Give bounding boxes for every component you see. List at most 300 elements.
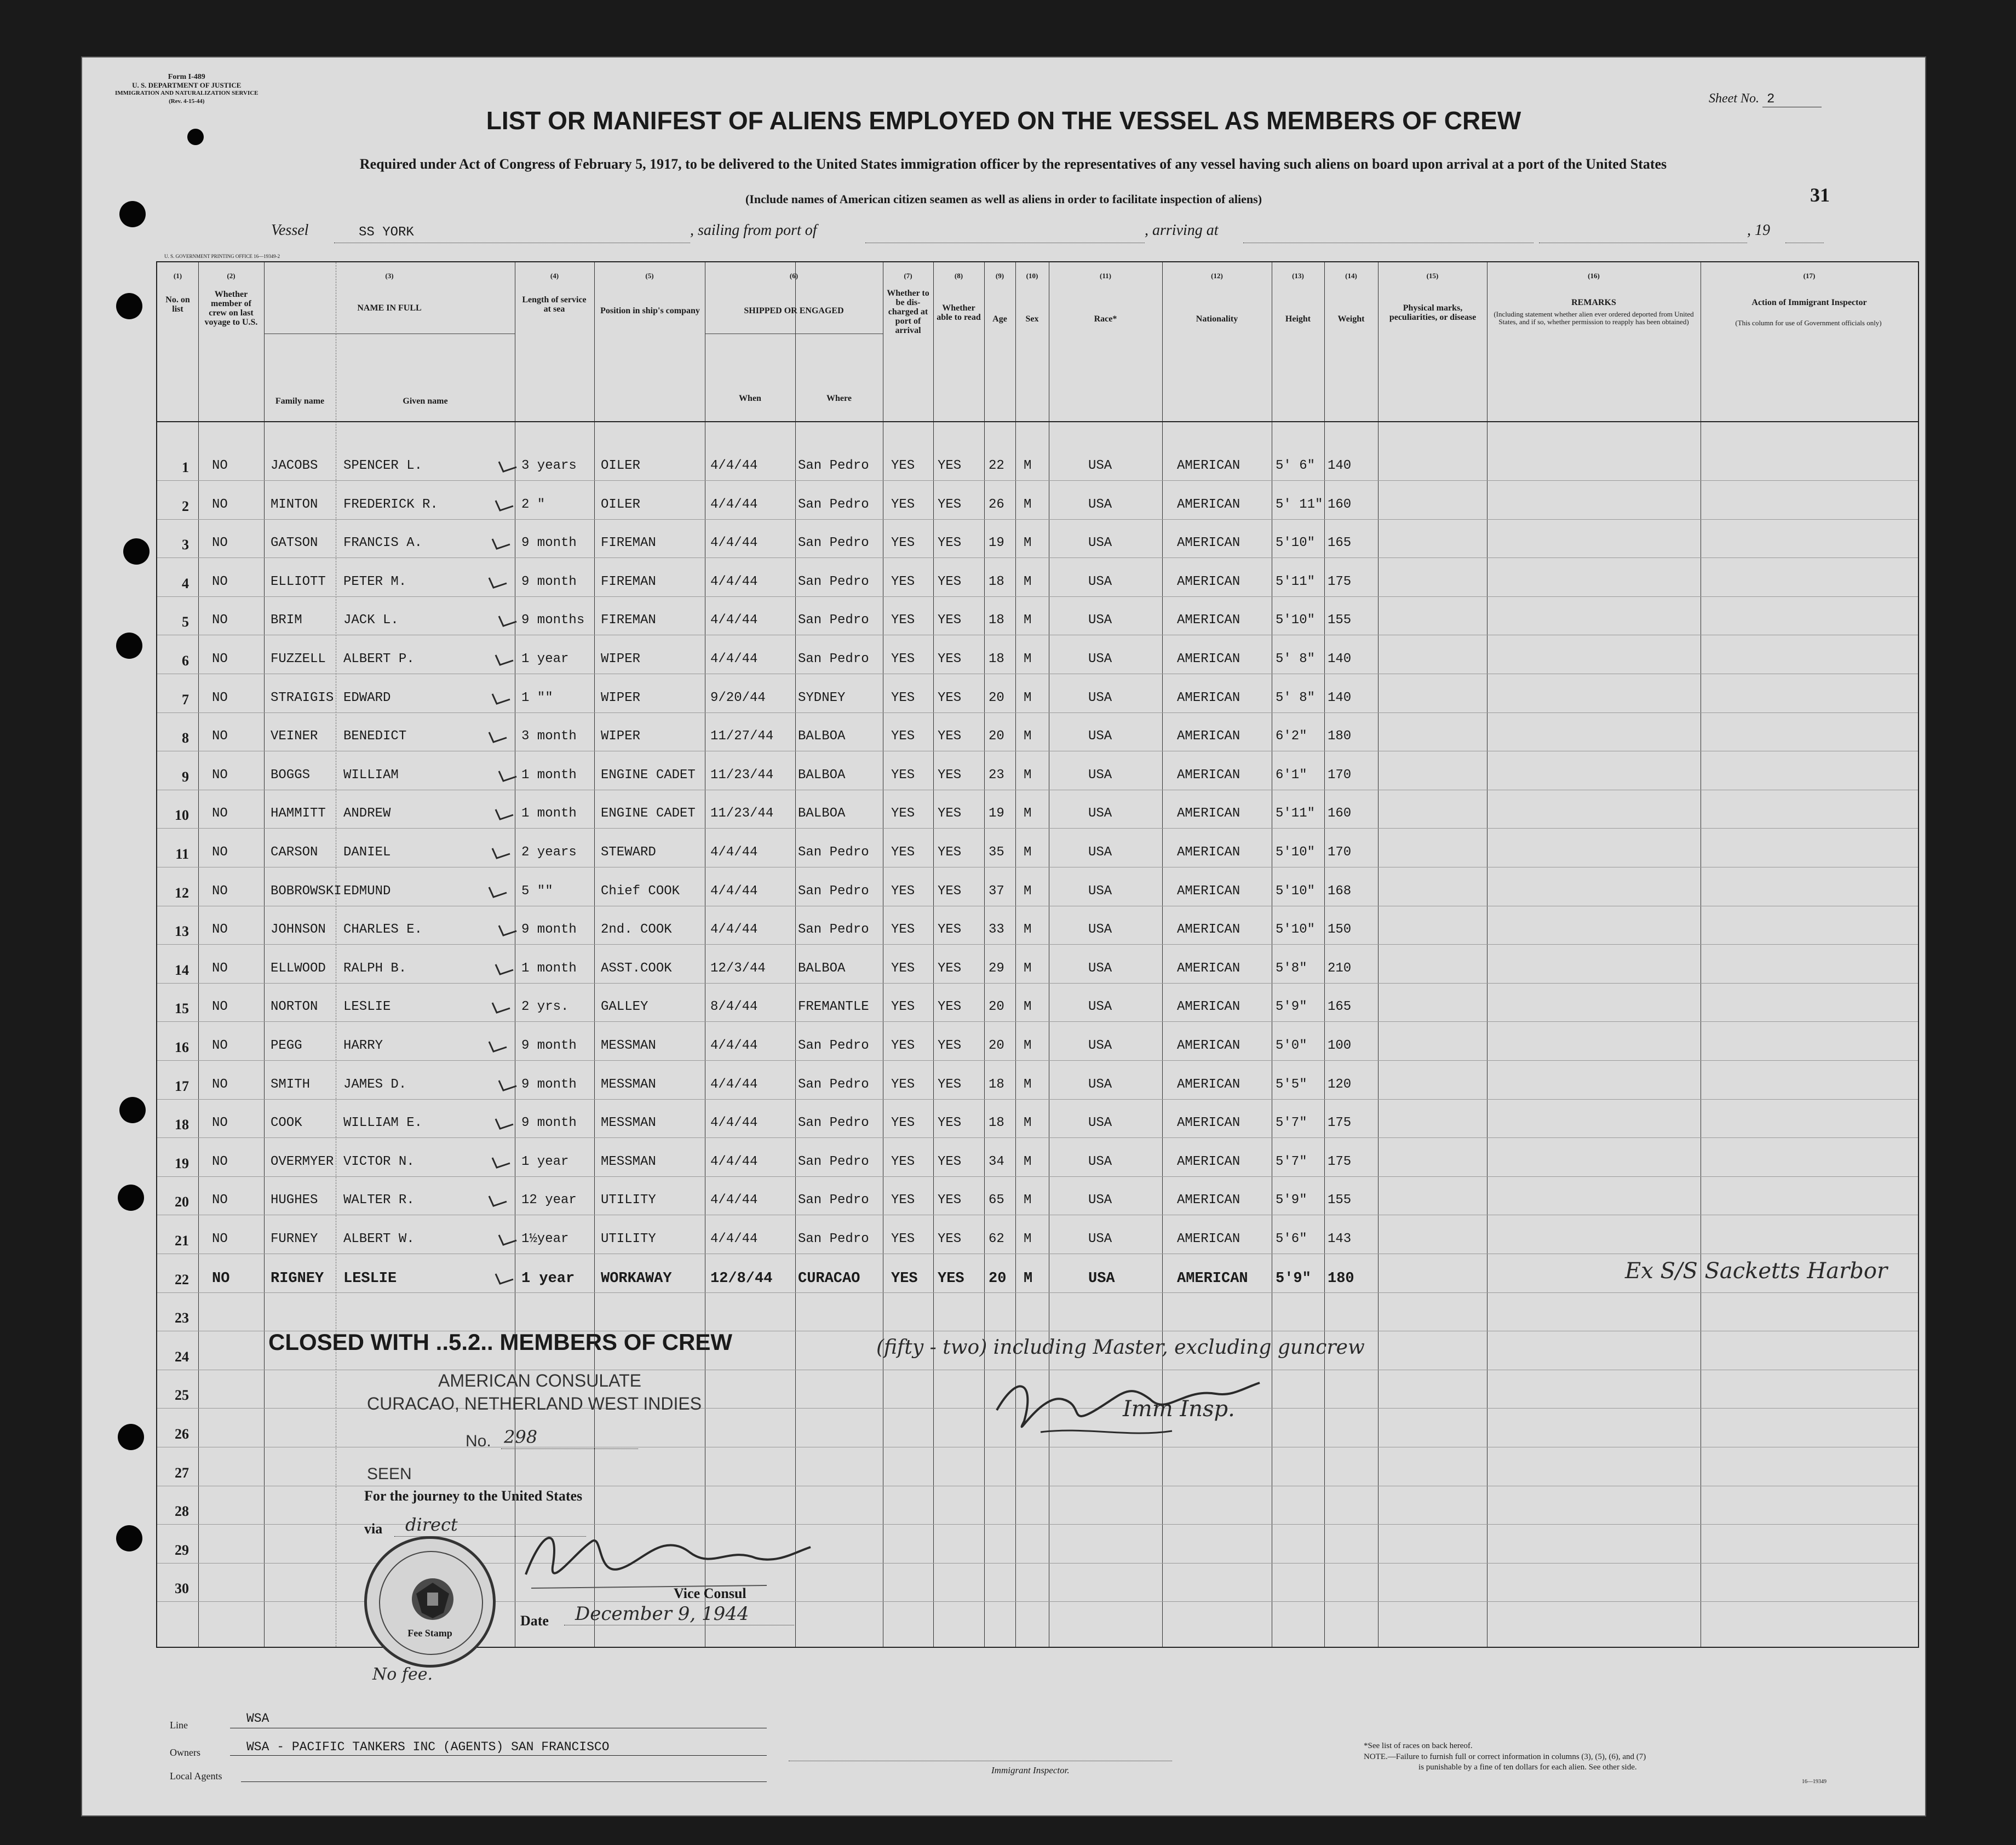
col-header-height: Height [1285, 314, 1311, 324]
fee-stamp-label: Fee Stamp [407, 1628, 452, 1639]
age-cell: 23 [989, 767, 1004, 783]
height-cell: 5' 11" [1276, 497, 1323, 512]
col-header-shipped: SHIPPED OR ENGAGED [744, 306, 844, 315]
nationality-cell: AMERICAN [1177, 729, 1240, 744]
race-cell: USA [1088, 1116, 1112, 1131]
checkmark-icon [493, 494, 515, 513]
shipped-where-cell: BALBOA [798, 767, 846, 783]
position-cell: MESSMAN [601, 1116, 656, 1131]
closed-stamp: CLOSED WITH ..5.2.. MEMBERS OF CREW [268, 1329, 733, 1355]
row-rule [157, 1137, 1918, 1138]
length-of-service-cell: 9 month [521, 1077, 577, 1092]
nationality-cell: AMERICAN [1177, 922, 1240, 938]
sex-cell: M [1024, 690, 1032, 705]
age-cell: 65 [989, 1193, 1004, 1208]
row-number: 23 [175, 1310, 189, 1326]
row-rule [157, 1021, 1918, 1022]
row-number: 27 [175, 1464, 189, 1481]
col-num: (1) [173, 272, 182, 280]
row-rule [157, 1292, 1918, 1293]
given-name-cell: ALBERT W. [343, 1232, 415, 1246]
sex-cell: M [1024, 574, 1032, 589]
row-number: 5 [182, 614, 189, 630]
discharged-cell: YES [891, 1193, 915, 1208]
age-cell: 22 [989, 458, 1004, 473]
no-fee-note: No fee. [372, 1665, 433, 1684]
able-to-read-cell: YES [938, 1154, 962, 1169]
col-num: (17) [1803, 272, 1816, 280]
col-num: (9) [995, 272, 1004, 280]
row-number: 20 [175, 1194, 189, 1210]
footer-code: 16—19349 [1802, 1779, 1827, 1785]
col-num: (12) [1211, 272, 1223, 280]
shipped-when-cell: 9/20/44 [710, 690, 766, 705]
punch-hole [118, 1424, 144, 1450]
length-of-service-cell: 1 month [521, 806, 577, 821]
nationality-cell: AMERICAN [1177, 1193, 1240, 1208]
col-header-action-note: (This column for use of Government officials only) [1735, 319, 1882, 327]
prev-voyage-cell: NO [212, 1232, 228, 1246]
sex-cell: M [1024, 1116, 1032, 1131]
able-to-read-cell: YES [938, 1116, 962, 1131]
punch-hole [116, 633, 142, 659]
weight-cell: 180 [1328, 729, 1352, 744]
document-title: LIST OR MANIFEST OF ALIENS EMPLOYED ON THE VESSEL AS MEMBERS OF CREW [486, 106, 1521, 135]
age-cell: 19 [989, 806, 1004, 821]
length-of-service-cell: 2 years [521, 845, 577, 860]
sheet-label: Sheet No. [1709, 91, 1759, 106]
shipped-where-cell: San Pedro [798, 613, 869, 628]
height-cell: 5'10" [1276, 883, 1316, 899]
vessel-value: SS YORK [359, 225, 414, 240]
vessel-label: Vessel [271, 222, 309, 239]
family-name-cell: GATSON [271, 536, 318, 551]
discharged-cell: YES [891, 767, 915, 783]
shipped-when-cell: 11/23/44 [710, 767, 774, 783]
able-to-read-cell: YES [938, 497, 962, 512]
col-num: (4) [550, 272, 559, 280]
prev-voyage-cell: NO [212, 1193, 228, 1208]
length-of-service-cell: 1½year [521, 1232, 569, 1246]
able-to-read-cell: YES [938, 1038, 962, 1053]
position-cell: WIPER [601, 690, 641, 705]
family-name-cell: SMITH [271, 1077, 311, 1092]
row-rule [157, 519, 1918, 520]
prev-voyage-cell: NO [212, 1038, 228, 1053]
race-cell: USA [1088, 458, 1112, 473]
given-name-cell: FRANCIS A. [343, 536, 423, 551]
able-to-read-cell: YES [938, 883, 962, 899]
prev-voyage-cell: NO [212, 845, 228, 860]
age-cell: 18 [989, 613, 1004, 628]
col-num: (2) [227, 272, 236, 280]
row-number: 1 [182, 459, 189, 475]
sheet-number [1709, 91, 1822, 107]
col-num: (14) [1345, 272, 1357, 280]
document-subtitle-note: (Include names of American citizen seamen as well as aliens in order to facilitate inspection of aliens) [745, 192, 1262, 206]
age-cell: 20 [989, 729, 1004, 744]
shipped-where-cell: San Pedro [798, 1154, 869, 1169]
position-cell: ENGINE CADET [601, 767, 696, 783]
checkmark-icon [490, 532, 512, 551]
family-name-cell: ELLIOTT [271, 574, 326, 589]
age-cell: 37 [989, 883, 1004, 899]
checkmark-icon [493, 1112, 515, 1131]
row-number: 25 [175, 1387, 189, 1404]
length-of-service-cell: 5 "" [521, 883, 553, 899]
weight-cell: 175 [1328, 574, 1352, 589]
shipped-when-cell: 4/4/44 [710, 574, 758, 589]
able-to-read-cell: YES [938, 729, 962, 744]
row-number: 30 [175, 1580, 189, 1597]
page-number: 31 [1810, 184, 1830, 206]
height-cell: 5'10" [1276, 922, 1316, 938]
year-label: , 19 [1747, 222, 1770, 239]
prev-voyage-cell: NO [212, 497, 228, 512]
length-of-service-cell: 1 year [521, 652, 569, 666]
length-of-service-cell: 9 months [521, 613, 585, 628]
given-name-cell: DANIEL [343, 845, 391, 860]
consulate-line1: AMERICAN CONSULATE [438, 1371, 642, 1390]
footer-note-races: *See list of races on back hereof. [1364, 1741, 1473, 1750]
row-number: 7 [182, 691, 189, 708]
position-cell: 2nd. COOK [601, 922, 672, 938]
race-cell: USA [1088, 1077, 1112, 1092]
height-cell: 5'7" [1276, 1154, 1307, 1169]
sex-cell: M [1024, 999, 1032, 1015]
family-name-cell: FUZZELL [271, 652, 326, 666]
checkmark-icon [487, 571, 509, 590]
nationality-cell: AMERICAN [1177, 999, 1240, 1015]
col-header-position: Position in ship's company [600, 306, 700, 315]
consulate-seal [364, 1536, 496, 1668]
shipped-where-cell: San Pedro [798, 652, 869, 666]
age-cell: 20 [989, 1038, 1004, 1053]
given-name-cell: HARRY [343, 1038, 383, 1053]
prev-voyage-cell: NO [212, 574, 228, 589]
height-cell: 5'8" [1276, 961, 1307, 976]
shipped-where-cell: San Pedro [798, 845, 869, 860]
shipped-when-cell: 4/4/44 [710, 922, 758, 938]
height-cell: 5'0" [1276, 1038, 1307, 1053]
date-label: Date [520, 1613, 549, 1629]
shipped-when-cell: 4/4/44 [710, 1077, 758, 1092]
col-header-length: Length of service at sea [522, 295, 587, 314]
row-rule [157, 1176, 1918, 1177]
race-cell: USA [1088, 883, 1112, 899]
checkmark-icon [490, 842, 512, 860]
signature-title: Imm Insp. [1123, 1396, 1235, 1422]
checkmark-icon [490, 687, 512, 706]
row-rule [157, 557, 1918, 558]
sex-cell: M [1024, 961, 1032, 976]
given-name-cell: LESLIE [343, 1270, 397, 1287]
given-name-cell: JAMES D. [343, 1077, 407, 1092]
col-header-action: Action of Immigrant Inspector [1751, 298, 1867, 307]
shipped-where-cell: San Pedro [798, 1038, 869, 1053]
discharged-cell: YES [891, 883, 915, 899]
prev-voyage-cell: NO [212, 999, 228, 1015]
via-value: direct [405, 1514, 458, 1535]
weight-cell: 140 [1328, 690, 1352, 705]
sex-cell: M [1024, 1077, 1032, 1092]
length-of-service-cell: 1 month [521, 767, 577, 783]
age-cell: 20 [989, 690, 1004, 705]
length-of-service-cell: 2 yrs. [521, 999, 569, 1015]
row-number: 2 [182, 498, 189, 514]
able-to-read-cell: YES [938, 999, 962, 1015]
race-cell: USA [1088, 999, 1112, 1015]
length-of-service-cell: 9 month [521, 1116, 577, 1131]
prev-voyage-cell: NO [212, 652, 228, 666]
prev-voyage-cell: NO [212, 767, 228, 783]
race-cell: USA [1088, 1193, 1112, 1208]
age-cell: 29 [989, 961, 1004, 976]
col-header-name: NAME IN FULL [357, 303, 422, 313]
col-header-read: Whether able to read [937, 303, 981, 322]
shipped-where-cell: FREMANTLE [798, 999, 869, 1015]
weight-cell: 100 [1328, 1038, 1352, 1053]
height-cell: 5'10" [1276, 536, 1316, 551]
length-of-service-cell: 3 month [521, 729, 577, 744]
row-number: 19 [175, 1155, 189, 1171]
nationality-cell: AMERICAN [1177, 1038, 1240, 1053]
age-cell: 62 [989, 1232, 1004, 1246]
height-cell: 5'11" [1276, 806, 1316, 821]
nationality-cell: AMERICAN [1177, 574, 1240, 589]
position-cell: OILER [601, 458, 641, 473]
race-cell: USA [1088, 806, 1112, 821]
age-cell: 34 [989, 1154, 1004, 1169]
able-to-read-cell: YES [938, 690, 962, 705]
vice-consul-signature [509, 1509, 816, 1602]
footer-line-label: Line [170, 1720, 188, 1731]
given-name-cell: EDWARD [343, 690, 391, 705]
nationality-cell: AMERICAN [1177, 690, 1240, 705]
weight-cell: 120 [1328, 1077, 1352, 1092]
sex-cell: M [1024, 729, 1032, 744]
given-name-cell: JACK L. [343, 613, 399, 628]
sex-cell: M [1024, 1270, 1033, 1287]
family-name-cell: CARSON [271, 845, 318, 860]
row-rule [157, 944, 1918, 945]
col-num: (5) [645, 272, 654, 280]
able-to-read-cell: YES [938, 922, 962, 938]
col-header-weight: Weight [1337, 314, 1365, 324]
able-to-read-cell: YES [938, 961, 962, 976]
row-number: 29 [175, 1542, 189, 1558]
shipped-when-cell: 11/27/44 [710, 729, 774, 744]
age-cell: 19 [989, 536, 1004, 551]
closing-handwritten: (fifty - two) including Master, excluding guncrew [876, 1336, 1365, 1359]
form-service: IMMIGRATION AND NATURALIZATION SERVICE [115, 90, 259, 96]
nationality-cell: AMERICAN [1177, 767, 1240, 783]
shipped-when-cell: 4/4/44 [710, 536, 758, 551]
position-cell: WIPER [601, 652, 641, 666]
age-cell: 26 [989, 497, 1004, 512]
col-num: (7) [904, 272, 912, 280]
checkmark-icon [493, 648, 515, 667]
shipped-where-cell: San Pedro [798, 883, 869, 899]
discharged-cell: YES [891, 458, 915, 473]
form-department: U. S. DEPARTMENT OF JUSTICE [132, 81, 242, 89]
nationality-cell: AMERICAN [1177, 845, 1240, 860]
discharged-cell: YES [891, 1232, 915, 1246]
weight-cell: 210 [1328, 961, 1352, 976]
able-to-read-cell: YES [938, 1270, 964, 1287]
prev-voyage-cell: NO [212, 613, 228, 628]
sex-cell: M [1024, 497, 1032, 512]
shipped-when-cell: 8/4/44 [710, 999, 758, 1015]
col-header-when: When [739, 394, 761, 403]
sex-cell: M [1024, 922, 1032, 938]
prev-voyage-cell: NO [212, 1116, 228, 1131]
length-of-service-cell: 9 month [521, 536, 577, 551]
position-cell: ASST.COOK [601, 961, 672, 976]
family-name-cell: PEGG [271, 1038, 302, 1053]
consulate-line2: CURACAO, NETHERLAND WEST INDIES [367, 1394, 702, 1413]
length-of-service-cell: 1 "" [521, 690, 553, 705]
nationality-cell: AMERICAN [1177, 458, 1240, 473]
date-value: December 9, 1944 [575, 1603, 749, 1625]
given-name-cell: ALBERT P. [343, 652, 415, 666]
prev-voyage-cell: NO [212, 729, 228, 744]
checkmark-icon [497, 1228, 519, 1247]
shipped-where-cell: San Pedro [798, 458, 869, 473]
length-of-service-cell: 1 year [521, 1154, 569, 1169]
weight-cell: 170 [1328, 767, 1352, 783]
position-cell: WIPER [601, 729, 641, 744]
position-cell: MESSMAN [601, 1154, 656, 1169]
checkmark-icon [497, 455, 519, 474]
position-cell: UTILITY [601, 1232, 656, 1246]
weight-cell: 155 [1328, 1193, 1352, 1208]
col-num: (15) [1426, 272, 1439, 280]
shipped-where-cell: San Pedro [798, 497, 869, 512]
weight-cell: 180 [1328, 1270, 1354, 1287]
given-name-cell: WILLIAM E. [343, 1116, 423, 1131]
row-rule [157, 480, 1918, 481]
prev-voyage-cell: NO [212, 1154, 228, 1169]
position-cell: MESSMAN [601, 1038, 656, 1053]
family-name-cell: COOK [271, 1116, 302, 1131]
weight-cell: 168 [1328, 883, 1352, 899]
row-rule [157, 828, 1918, 829]
nationality-cell: AMERICAN [1177, 613, 1240, 628]
col-num: (8) [954, 272, 963, 280]
race-cell: USA [1088, 1154, 1112, 1169]
row-number: 14 [175, 962, 189, 978]
given-name-cell: FREDERICK R. [343, 497, 438, 512]
punch-hole [119, 1097, 146, 1123]
given-name-cell: WALTER R. [343, 1193, 415, 1208]
discharged-cell: YES [891, 1116, 915, 1131]
race-cell: USA [1088, 845, 1112, 860]
age-cell: 18 [989, 1116, 1004, 1131]
given-name-cell: BENEDICT [343, 729, 407, 744]
family-name-cell: BOBROWSKI [271, 883, 342, 899]
row-number: 15 [175, 1001, 189, 1017]
nationality-cell: AMERICAN [1177, 883, 1240, 899]
nationality-cell: AMERICAN [1177, 1232, 1240, 1246]
punch-hole [116, 1525, 142, 1551]
row-rule [157, 1060, 1918, 1061]
given-name-cell: RALPH B. [343, 961, 407, 976]
able-to-read-cell: YES [938, 1232, 962, 1246]
discharged-cell: YES [891, 922, 915, 938]
race-cell: USA [1088, 536, 1112, 551]
prev-voyage-cell: NO [212, 1077, 228, 1092]
printing-office: U. S. GOVERNMENT PRINTING OFFICE 16—19349-2 [164, 254, 280, 259]
shipped-when-cell: 4/4/44 [710, 1154, 758, 1169]
position-cell: MESSMAN [601, 1077, 656, 1092]
col-header-physical: Physical marks, peculiarities, or disease [1389, 303, 1477, 322]
row-rule [157, 1099, 1918, 1100]
race-cell: USA [1088, 1038, 1112, 1053]
length-of-service-cell: 9 month [521, 1038, 577, 1053]
arriving-label: , arriving at [1145, 222, 1219, 239]
col-header-sex: Sex [1025, 314, 1039, 324]
race-cell: USA [1088, 1232, 1112, 1246]
punch-hole [116, 293, 142, 319]
checkmark-icon [493, 1267, 515, 1286]
eagle-emblem-icon [405, 1572, 460, 1626]
race-cell: USA [1088, 1270, 1115, 1287]
weight-cell: 170 [1328, 845, 1352, 860]
prev-voyage-cell: NO [212, 536, 228, 551]
sex-cell: M [1024, 613, 1032, 628]
shipped-where-cell: San Pedro [798, 922, 869, 938]
shipped-where-cell: San Pedro [798, 1077, 869, 1092]
age-cell: 35 [989, 845, 1004, 860]
able-to-read-cell: YES [938, 574, 962, 589]
family-name-cell: OVERMYER [271, 1154, 334, 1169]
position-cell: STEWARD [601, 845, 656, 860]
nationality-cell: AMERICAN [1177, 1077, 1240, 1092]
weight-cell: 140 [1328, 652, 1352, 666]
footer-agents-label: Local Agents [170, 1771, 222, 1781]
col-header-prev-voyage: Whether member of crew on last voyage to U.S. [204, 290, 258, 327]
age-cell: 18 [989, 652, 1004, 666]
col-num: (11) [1100, 272, 1111, 280]
via-label: via [364, 1521, 383, 1537]
age-cell: 18 [989, 574, 1004, 589]
shipped-where-cell: San Pedro [798, 574, 869, 589]
nationality-cell: AMERICAN [1177, 497, 1240, 512]
weight-cell: 150 [1328, 922, 1352, 938]
weight-cell: 165 [1328, 536, 1352, 551]
prev-voyage-cell: NO [212, 1270, 230, 1287]
shipped-where-cell: BALBOA [798, 961, 846, 976]
weight-cell: 160 [1328, 497, 1352, 512]
col-header-remarks-note: (Including statement whether alien ever ordered deported from United States, and if so, whether permission to reapply has been obtained) [1494, 310, 1694, 326]
col-header-race: Race* [1094, 314, 1117, 324]
length-of-service-cell: 2 " [521, 497, 545, 512]
row-number: 6 [182, 653, 189, 669]
length-of-service-cell: 9 month [521, 922, 577, 938]
col-header-age: Age [992, 314, 1007, 324]
shipped-when-cell: 4/4/44 [710, 458, 758, 473]
discharged-cell: YES [891, 652, 915, 666]
shipped-where-cell: SYDNEY [798, 690, 846, 705]
nationality-cell: AMERICAN [1177, 1116, 1240, 1131]
row-number: 8 [182, 730, 189, 746]
race-cell: USA [1088, 767, 1112, 783]
weight-cell: 143 [1328, 1232, 1352, 1246]
shipped-when-cell: 4/4/44 [710, 1193, 758, 1208]
height-cell: 5'9" [1276, 999, 1307, 1015]
nationality-cell: AMERICAN [1177, 652, 1240, 666]
